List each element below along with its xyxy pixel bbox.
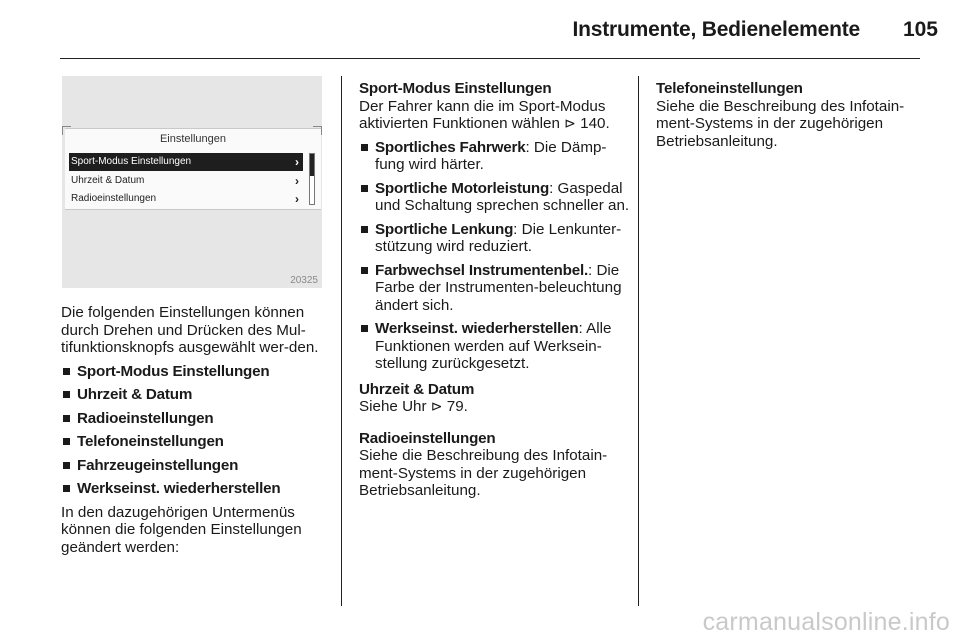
list-item <box>61 410 331 428</box>
screen-menu-item-label: Radioeinstellungen <box>71 193 157 204</box>
list-item-term: Fahrzeugeinstellungen <box>77 456 239 474</box>
list-item <box>359 262 631 315</box>
list-item-term: Telefoneinstellungen <box>77 433 224 450</box>
section-title: Instrumente, Bedienelemente <box>572 18 860 41</box>
screen-menu-item-label: Sport-Modus Einstellungen <box>71 156 192 167</box>
screen-menu-item-label: Uhrzeit & Datum <box>71 175 145 186</box>
column-1 <box>61 304 331 556</box>
radio-paragraph: Siehe die Beschreibung des Infotain-ment-Systems in der zugehörigen Betriebsanleitung. <box>359 447 608 499</box>
column-divider-1 <box>341 76 342 606</box>
list-item-text: : Die Dämp-fung wird härter. <box>375 138 607 173</box>
screen-scrollbar <box>309 153 315 205</box>
infotainment-screen <box>65 128 321 210</box>
figure-number: 20325 <box>290 275 318 286</box>
outro-paragraph: In den dazugehörigen Untermenüs können die folgenden Einstellungen geändert werden: <box>61 503 302 556</box>
list-item-term: Sport-Modus Einstellungen <box>77 362 270 380</box>
list-item <box>61 433 331 451</box>
list-item-term: Sportliche Lenkung <box>375 220 514 238</box>
screen-title: Einstellungen <box>159 133 227 145</box>
sport-paragraph <box>359 98 631 133</box>
page-ref-arrow-icon: ⊳ <box>564 115 576 131</box>
phone-heading: Telefoneinstellungen <box>656 80 803 97</box>
chevron-right-icon: › <box>295 192 299 206</box>
chevron-right-icon: › <box>295 155 299 169</box>
list-item-text: : Gaspedal und Schaltung sprechen schneller an. <box>375 179 630 214</box>
spacer <box>359 416 631 430</box>
list-item <box>359 320 631 373</box>
list-item <box>359 139 631 174</box>
spacer <box>359 373 631 381</box>
list-item-term: Sportliche Motorleistung <box>375 179 550 197</box>
settings-screen-figure <box>62 76 322 288</box>
sport-heading: Sport-Modus Einstellungen <box>359 80 552 97</box>
radio-heading: Radioeinstellungen <box>359 429 496 447</box>
screen-menu-item-radio <box>69 190 303 208</box>
list-item-term: Farbwechsel Instrumentenbel. <box>375 261 588 279</box>
sport-text: Der Fahrer kann die im Sport-Modus aktivierten Funktionen wählen <box>359 97 606 132</box>
list-item <box>61 386 331 404</box>
screen-menu-item-sport <box>69 153 303 171</box>
list-item-text: : Alle Funktionen werden auf Werksein-stellung zurückgesetzt. <box>375 320 612 372</box>
column-divider-2 <box>638 76 639 606</box>
phone-paragraph: Siehe die Beschreibung des Infotain-ment-Systems in der zugehörigen Betriebsanleitung. <box>656 97 905 150</box>
page-number: 105 <box>902 18 938 41</box>
screen-scrollbar-thumb <box>310 154 314 176</box>
list-item <box>61 480 331 498</box>
list-item-term: Werkseinst. wiederherstellen <box>77 480 281 497</box>
intro-paragraph: Die folgenden Einstellungen können durch Drehen und Drücken des Mul-tifunktionsknopfs ausgewählt wer-den. <box>61 304 319 356</box>
clock-ref: 79. <box>446 398 468 415</box>
clock-paragraph <box>359 398 631 416</box>
list-item-text: : Die Lenkunter-stützung wird reduziert. <box>375 220 622 255</box>
column-2 <box>359 80 631 500</box>
list-item-term: Radioeinstellungen <box>77 409 214 427</box>
screen-menu-item-clock <box>69 172 303 190</box>
column-3 <box>656 80 928 150</box>
list-item <box>61 457 331 475</box>
list-item-term: Sportliches Fahrwerk <box>375 138 526 156</box>
watermark: carmanualsonline.info <box>702 608 950 636</box>
list-item <box>61 363 331 381</box>
header-rule <box>60 58 920 59</box>
list-item-term: Uhrzeit & Datum <box>77 386 193 403</box>
chevron-right-icon: › <box>295 174 299 188</box>
clock-text: Siehe Uhr <box>359 398 427 415</box>
page-ref-arrow-icon: ⊳ <box>430 398 443 414</box>
list-item <box>359 221 631 256</box>
list-item-term: Werkseinst. wiederherstellen <box>375 320 579 337</box>
list-item <box>359 180 631 215</box>
clock-heading: Uhrzeit & Datum <box>359 380 475 398</box>
list-item-text: : Die Farbe der Instrumenten-beleuchtung ändert sich. <box>375 261 622 314</box>
sport-ref: 140. <box>580 115 610 132</box>
